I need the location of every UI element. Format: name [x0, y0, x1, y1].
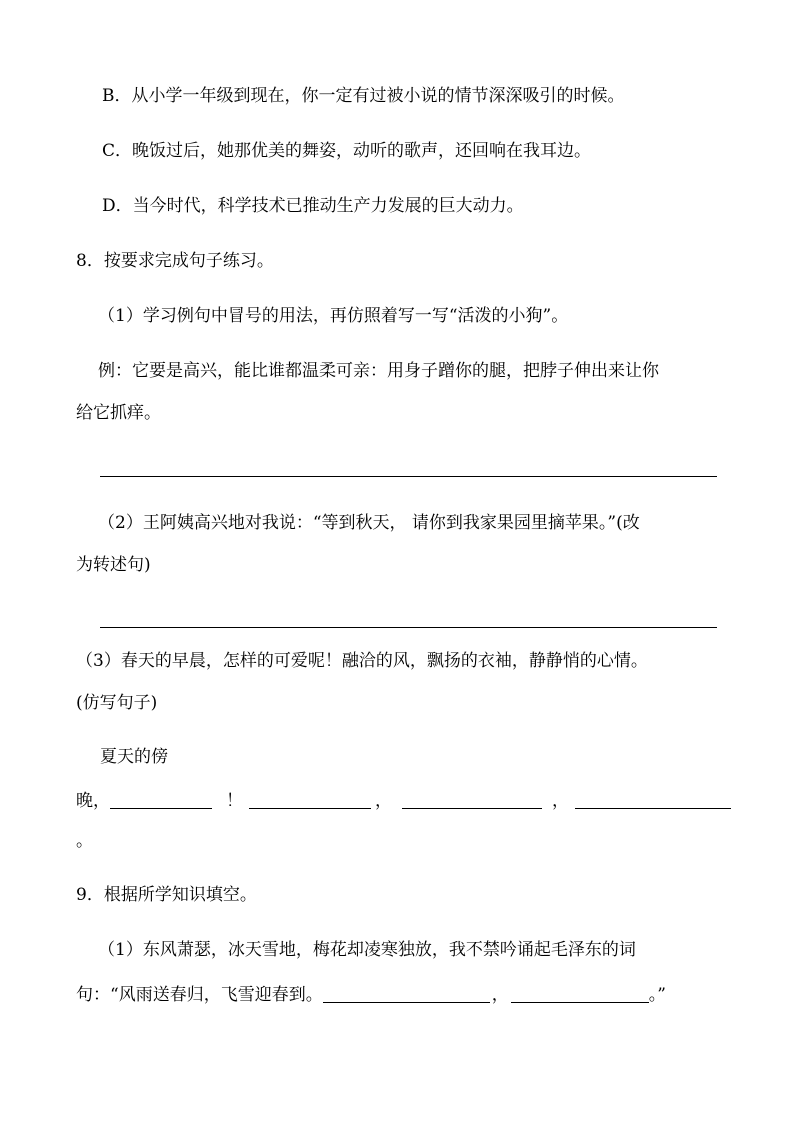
q8-part3-start2: 晚，: [76, 791, 110, 811]
q8-part1-prompt: （1）学习例句中冒号的用法，再仿照着写一写“活泼的小狗”。: [98, 306, 569, 326]
q9-part1-line1: （1）东风萧瑟，冰天雪地，梅花却凌寒独放，我不禁吟诵起毛泽东的词: [98, 940, 636, 960]
comma-mark: ，: [375, 791, 392, 811]
q8-part3-end-mark: 。: [76, 831, 93, 851]
q8-part2-line2: 为转述句): [76, 555, 151, 575]
q8-part3-start1: 夏天的傍: [100, 747, 168, 767]
q8-example-line2: 给它抓痒。: [76, 403, 161, 423]
blank-3[interactable]: [402, 791, 542, 809]
blank-5[interactable]: [323, 985, 490, 1003]
q8-example-line1: 例：它要是高兴，能比谁都温柔可亲：用身子蹭你的腿，把脖子伸出来让你: [98, 361, 659, 381]
comma-mark: ，: [491, 985, 509, 1005]
q8-part3-fill-row: [76, 791, 731, 810]
q9-line2-prefix: 句：“风雨送春归，飞雪迎春到。: [76, 985, 323, 1005]
option-b: B．从小学一年级到现在，你一定有过被小说的情节深深吸引的时候。: [102, 86, 625, 106]
blank-1[interactable]: [110, 791, 212, 809]
q8-part2-line1: （2）王阿姨高兴地对我说：“等到秋天， 请你到我家果园里摘苹果。”(改: [98, 513, 640, 533]
question-8-title: 8．按要求完成句子练习。: [76, 251, 274, 271]
question-9-title: 9．根据所学知识填空。: [76, 885, 257, 905]
exclaim-mark: ！: [226, 791, 243, 811]
comma-mark: ，: [552, 791, 569, 811]
option-c: C．晚饭过后，她那优美的舞姿，动听的歌声，还回响在我耳边。: [102, 141, 592, 161]
q8-part1-answer-line[interactable]: [100, 476, 717, 477]
q8-part3-line2: (仿写句子): [76, 693, 158, 713]
option-d: D．当今时代，科学技术已推动生产力发展的巨大动力。: [102, 196, 524, 216]
q9-line2-suffix: 。”: [648, 985, 666, 1005]
blank-4[interactable]: [575, 791, 731, 809]
blank-6[interactable]: [511, 985, 649, 1003]
q9-part1-line2: [76, 985, 666, 1004]
q8-part2-answer-line[interactable]: [100, 627, 717, 628]
q8-part3-line1: （3）春天的早晨，怎样的可爱呢！融洽的风，飘扬的衣袖，静静悄的心情。: [76, 651, 648, 671]
blank-2[interactable]: [249, 791, 371, 809]
